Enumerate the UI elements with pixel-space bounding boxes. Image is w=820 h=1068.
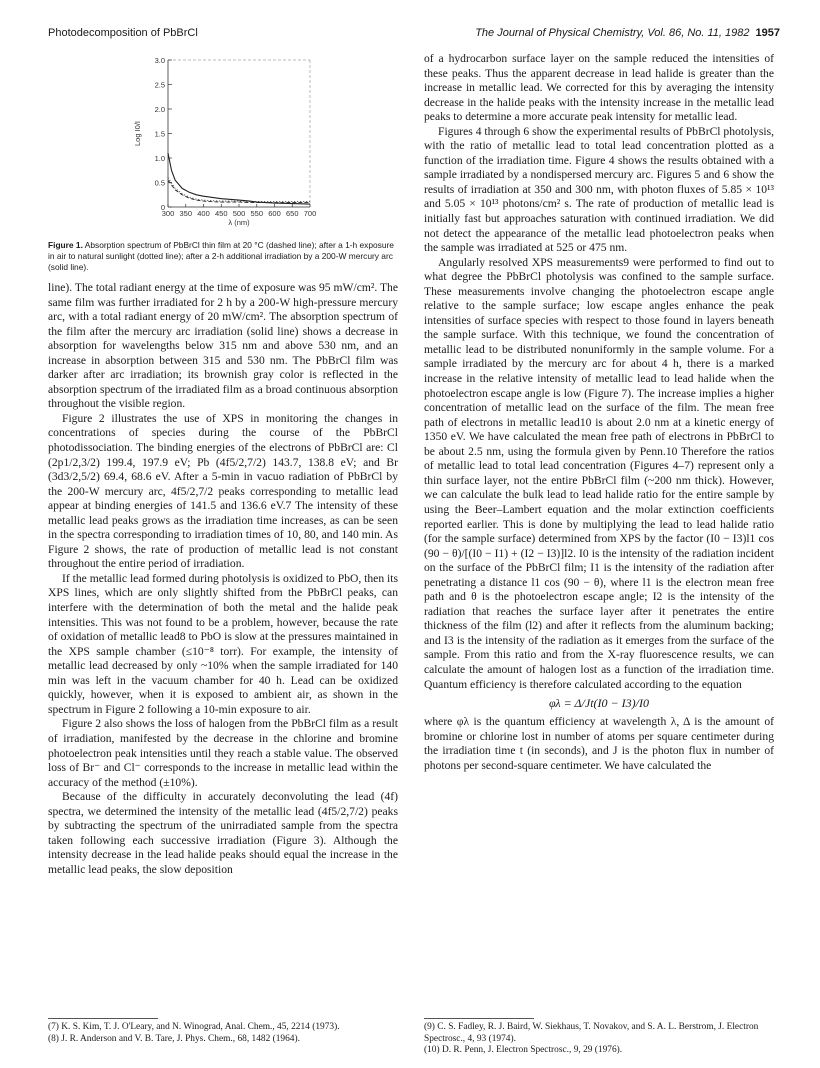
footnote-8: (8) J. R. Anderson and V. B. Tare, J. Phys. Chem., 68, 1482 (1964).	[48, 1033, 300, 1044]
series-solid-line	[168, 153, 310, 204]
y-tick-label: 1.0	[154, 154, 165, 163]
left-paragraph-1: line). The total radiant energy at the time of exposure was 95 mW/cm². The same film was further irradiated for 2 h by a 200-W high-pressure mercury arc, with a total radiant energy of 20 mW/cm². The absorption spectrum of the film after the mercury arc irradiation (solid line) shows a decrease in absorption for wavelengths below 315 nm and above 530 nm, and an increase in absorption between 315 and 530 nm. The PbBrCl film was darker after arc irradiation; its brownish gray color is reflected in the absorption spectrum of the irradiated film as a broad continuous absorption throughout the visible region.	[48, 281, 398, 411]
footnote-rule-left	[48, 1018, 158, 1019]
right-column	[424, 52, 774, 773]
x-tick-label: 650	[285, 209, 299, 218]
left-paragraph-2: Figure 2 illustrates the use of XPS in monitoring the changes in concentrations of species during the course of the PbBrCl photodissociation. The binding energies of the electrons of PbBrCl are: Cl (2p1/2,3/2) 199.4, 197.9 eV; Pb (4f5/2,7/2) 143.7, 138.8 eV; and Br (3d3/2,5/2) 69.4, 68.6 eV. After a 5-min in vacuo radiation of PbBrCl by the 200-W mercury arc, 4f5/2,7/2 peaks corresponding to metallic lead appear at binding energies of 141.5 and 136.6 eV.7 The intensity of these metallic lead peaks grows as the irradiation time increases, as can be seen in the spectra corresponding to irradiation times of 10, 80, and 140 min. As Figure 2 shows, the rate of production of metallic lead is not constant throughout the entire period of irradiation.	[48, 411, 398, 571]
left-column	[48, 52, 398, 877]
series-dotted-line	[168, 178, 310, 202]
y-tick-label: 2.5	[154, 80, 165, 90]
x-tick-label: 700	[303, 209, 317, 218]
running-header-title: Photodecomposition of PbBrCl	[48, 27, 198, 39]
x-tick-label: 450	[214, 209, 228, 218]
y-tick-label: 3.0	[154, 56, 165, 65]
left-paragraph-4: Figure 2 also shows the loss of halogen from the PbBrCl film as a result of irradiation, manifested by the decrease in the chlorine and bromine photoelectron peak intensities until they reach a stable value. The observed loss of Br⁻ and Cl⁻ corresponds to the increase in metallic lead within the accuracy of the method (±10%).	[48, 717, 398, 789]
x-tick-label: 400	[197, 209, 210, 218]
figure-1	[48, 52, 398, 234]
x-tick-label: 550	[250, 209, 264, 218]
quantum-efficiency-equation: φλ = Δ/Jt(I0 − I3)/I0	[549, 696, 649, 711]
x-tick-label: 350	[179, 209, 193, 218]
footnotes-left	[48, 1022, 404, 1045]
absorption-spectrum-chart	[128, 52, 338, 234]
x-axis-label: λ (nm)	[228, 218, 250, 227]
footnote-7: (7) K. S. Kim, T. J. O'Leary, and N. Winograd, Anal. Chem., 45, 2214 (1973).	[48, 1022, 340, 1032]
figure-caption	[48, 240, 398, 273]
right-paragraph-4: where φλ is the quantum efficiency at wavelength λ, Δ is the amount of bromine or chlorine lost in number of atoms per square centimeter during the irradiation time t (in seconds), and J is the photon flux in number of photons per second-square centimeter. We have calculated the	[424, 715, 774, 772]
right-paragraph-2: Figures 4 through 6 show the experimental results of PbBrCl photolysis, with the ratio of metallic lead to total lead concentration plotted as a function of the irradiation time. Figure 4 shows the results obtained with a sample irradiated by a nondispersed mercury arc. Figures 5 and 6 show the results of irradiation at 350 and 300 nm, with photon fluxes of 5.85 × 10¹³ and 5.05 × 10¹³ photons/cm² s. The rate of production of metallic lead is initially fast but approaches saturation with continued irradiation. We did not detect the appearance of the metallic lead photoelectron peaks when the sample was irradiated at 525 or 475 nm.	[424, 124, 774, 255]
x-tick-label: 500	[232, 209, 246, 218]
journal-citation: The Journal of Physical Chemistry, Vol. 86, No. 11, 1982	[475, 27, 750, 39]
x-tick-label: 300	[161, 209, 175, 218]
footnote-9: (9) C. S. Fadley, R. J. Baird, W. Siekhaus, T. Novakov, and S. A. L. Berstrom, J. Electron Spectrosc., 4, 93 (1974).	[424, 1022, 759, 1044]
x-tick-label: 600	[268, 209, 281, 218]
series-dashed-line	[168, 180, 310, 203]
footnotes-right	[424, 1022, 780, 1057]
footnote-10: (10) D. R. Penn, J. Electron Spectrosc., 9, 29 (1976).	[424, 1045, 623, 1056]
y-axis-label: Log I0/I	[133, 120, 142, 147]
right-paragraph-1: of a hydrocarbon surface layer on the sample reduced the intensities of these peaks. Thus the apparent decrease in lead halide is greater than the increase in metallic lead. We corrected for this by averaging the intensity decrease in the halide peaks with the intensity increase in the metallic lead peaks to determine a more accurate peak intensity for metallic lead.	[424, 52, 774, 124]
y-tick-label: 2.0	[154, 105, 165, 114]
running-header-journal	[475, 27, 780, 39]
caption-text: Absorption spectrum of PbBrCl thin film at 20 °C (dashed line); after a 1-h exposure in air to natural sunlight (dotted line); after a 2-h additional irradiation by a 200-W mercury arc (solid line).	[48, 240, 394, 272]
left-paragraph-5: Because of the difficulty in accurately deconvoluting the lead (4f) spectra, we determined the intensity of the metallic lead (4f5/2,7/2) peaks by subtracting the spectrum of the unirradiated sample from the spectra taken following each successive irradiation (Figure 3). Although the intensity decrease in the lead halide peaks should equal the increase in the metallic lead peaks, the slow deposition	[48, 790, 398, 876]
left-paragraph-3: If the metallic lead formed during photolysis is oxidized to PbO, then its XPS lines, which are only slightly shifted from the PbBrCl peaks, can interfere with the determination of both the metal and the halide peak intensities. This was not found to be a problem, however, because the rate of oxidation of metallic lead8 to PbO is slow at the pressures maintained in the XPS sample chamber (≤10⁻⁸ torr). For example, the intensity of metallic lead decreased by only ~10% when the sample irradiated for 140 min was left in the vacuum chamber for 40 h. Lead can be oxidized quickly, however, when it is exposed to ambient air, as shown in the spectrum in Figure 2 following a 10-min exposure to air.	[48, 571, 398, 716]
y-tick-label: 0	[160, 203, 165, 212]
right-paragraph-3: Angularly resolved XPS measurements9 were performed to find out to what degree the PbBrCl photolysis was confined to the sample surface. These measurements involve changing the photoelectron escape angle relative to the sample surface; low escape angles enhance the peak intensities of surface species with respect to those found in layers beneath the sample surface. With this technique, we found the concentration of metallic lead to be distributed nonuniformly in the sample volume. For a sample irradiated by the mercury arc for about 4 h, there is a marked increase in the relative intensity of metallic lead to lead halide when the photoelectron escape angle is low (Figure 7). The increase implies a higher concentration of metallic lead on the surface of the film. The mean free path of electrons in metallic lead10 is about 2.0 nm at a kinetic energy of 1350 eV. We have calculated the mean free path of electrons in PbBrCl to be about 2.5 nm, using the formula given by Penn.10 Therefore the ratios of metallic lead to total lead concentration (Figures 4–7) represent only a thin surface layer, not the entire PbBrCl film (~200 nm thick). However, we can calculate the bulk lead to lead halide ratio for the entire sample by using the Beer–Lambert equation and the molar extinction coefficients reported earlier. This is done by multiplying the lead to lead halide ratio (for the sample surface) determined from XPS by the factor (I0 − I3)l1 cos (90 − θ)/[(I0 − I1) + (I2 − I3)]l2. I0 is the intensity of the radiation incident on the surface of the PbBrCl film; I1 is the intensity of the radiation after penetrating a distance l1 cos (90 − θ), where l1 is the electron mean free path and θ is the photoelectron escape angle; I2 is the intensity of the radiation that reaches the surface layer after it penetrates the entire thickness of the film (l2) and after it reflects from the aluminum backing; and I3 is the intensity of the radiation as it emerges from the surface of the sample. From this ratio and from the X-ray fluorescence results, we can calculate the amount of halogen lost as a function of the irradiation time. Quantum efficiency is therefore calculated according to the equation	[424, 255, 774, 691]
caption-label: Figure 1.	[48, 240, 83, 250]
y-tick-label: 1.5	[154, 129, 165, 139]
footnote-rule-right	[424, 1018, 534, 1019]
y-tick-label: 0.5	[154, 178, 165, 188]
page-number: 1957	[755, 27, 780, 39]
